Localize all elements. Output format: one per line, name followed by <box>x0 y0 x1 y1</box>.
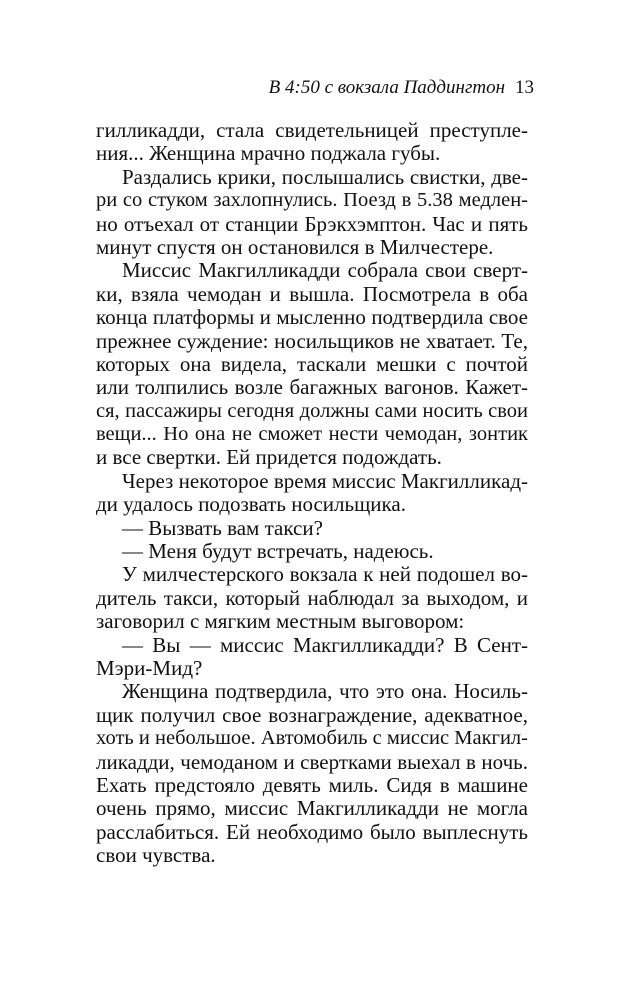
text-line: и все свертки. Ей придется подождать. <box>96 445 442 470</box>
text-line: ри со стуком захлопнулись. Поезд в 5.38 медлен- <box>96 189 528 212</box>
running-header <box>269 76 534 100</box>
book-title: В 4:50 с вокзала Паддингтон <box>268 77 505 98</box>
text-line: — Вызвать вам такси? <box>122 515 323 540</box>
text-line: минут спустя он остановился в Милчестере. <box>96 234 494 259</box>
text-line: или толпились возле багажных вагонов. Кажет- <box>96 375 528 400</box>
page-number: 13 <box>515 77 534 98</box>
text-line: Через некоторое время миссис Макгилликад- <box>122 468 528 493</box>
text-line: щик получил свое вознаграждение, адекватное, <box>96 702 528 727</box>
text-line: ки, взяла чемодан и вышла. Посмотрела в оба <box>96 281 528 306</box>
text-line: — Вы — миссис Макгилликадди? В Сент- <box>122 632 528 657</box>
text-line: гилликадди, стала свидетельницей преступле- <box>96 118 528 142</box>
text-line: Миссис Макгилликадди собрала свои сверт- <box>122 258 528 283</box>
text-line: ди удалось подозвать носильщика. <box>96 492 406 517</box>
text-line: свои чувства. <box>96 843 216 868</box>
text-line: ния... Женщина мрачно поджала губы. <box>96 141 441 166</box>
text-line: Женщина подтвердила, что это она. Носиль- <box>122 679 528 704</box>
text-line: хоть и небольшое. Автомобиль с миссис Макгил- <box>96 727 528 750</box>
body-text <box>96 119 528 868</box>
text-line: конца платформы и мысленно подтвердила свое <box>96 305 528 330</box>
text-line: — Меня будут встречать, надеюсь. <box>122 539 434 564</box>
text-line: У милчестерского вокзала к ней подошел во- <box>122 562 528 587</box>
text-line: расслабиться. Ей необходимо было выплеснуть <box>96 819 528 844</box>
text-line: вещи... Но она не сможет нести чемодан, зонтик <box>96 423 528 446</box>
text-line: прежнее суждение: носильщиков не хватает. Те, <box>96 328 528 353</box>
text-line: ликадди, чемоданом и свертками выехал в ночь. <box>96 749 528 774</box>
text-line: Раздались крики, послышались свистки, две- <box>122 164 528 189</box>
text-line: дитель такси, который наблюдал за выходом, и <box>96 585 528 610</box>
text-line: заговорил с мягким местным выговором: <box>96 609 465 634</box>
text-line: Мэри-Мид? <box>96 655 203 680</box>
text-line: но отъехал от станции Брэкхэмптон. Час и пять <box>96 211 528 236</box>
text-line: Ехать предстояло девять миль. Сидя в машине <box>96 772 528 797</box>
text-line: которых она видела, таскали мешки с почтой <box>96 351 528 376</box>
text-line: ся, пассажиры сегодня должны сами носить свои <box>96 399 528 422</box>
text-line: очень прямо, миссис Макгилликадди не могла <box>96 796 528 821</box>
